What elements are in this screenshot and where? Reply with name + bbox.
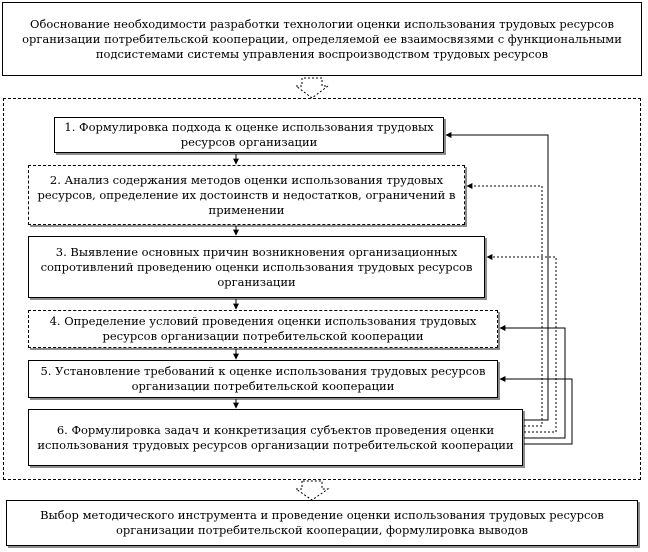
top-box-text: Обоснование необходимости разработки технологии оценки использования трудовых ресурсов организации потребительской кооперации, определяемой ее взаимосвязями с функциональными подсистемами системы управления воспроизводством трудовых ресурсов	[22, 16, 622, 61]
block-arrow-bottom	[296, 481, 328, 500]
feedback-loops	[446, 135, 572, 444]
block-arrow-top	[296, 78, 328, 98]
step-5-text: 5. Установление требований к оценке использования трудовых ресурсов организации потребительской кооперации	[40, 364, 486, 393]
step-1-text: 1. Формулировка подхода к оценке использования трудовых ресурсов организации	[64, 120, 434, 149]
step-6-text: 6. Формулировка задач и конкретизация субъектов проведения оценки использования трудовых ресурсов организации потребительской кооперации	[37, 422, 514, 452]
step-4-text: 4. Определение условий проведения оценки использования трудовых ресурсов организации потребительской кооперации	[49, 314, 477, 343]
step-2-text: 2. Анализ содержания методов оценки использования трудовых ресурсов, определение их достоинств и недостатков, ограничений в применении	[37, 172, 456, 217]
bottom-box-text: Выбор методического инструмента и проведение оценки использования трудовых ресурсов организации потребительской кооперации, формулировка выводов	[40, 508, 604, 537]
step-3-text: 3. Выявление основных причин возникновения организационных сопротивлений проведению оценки использования трудовых ресурсов организации	[40, 244, 473, 289]
